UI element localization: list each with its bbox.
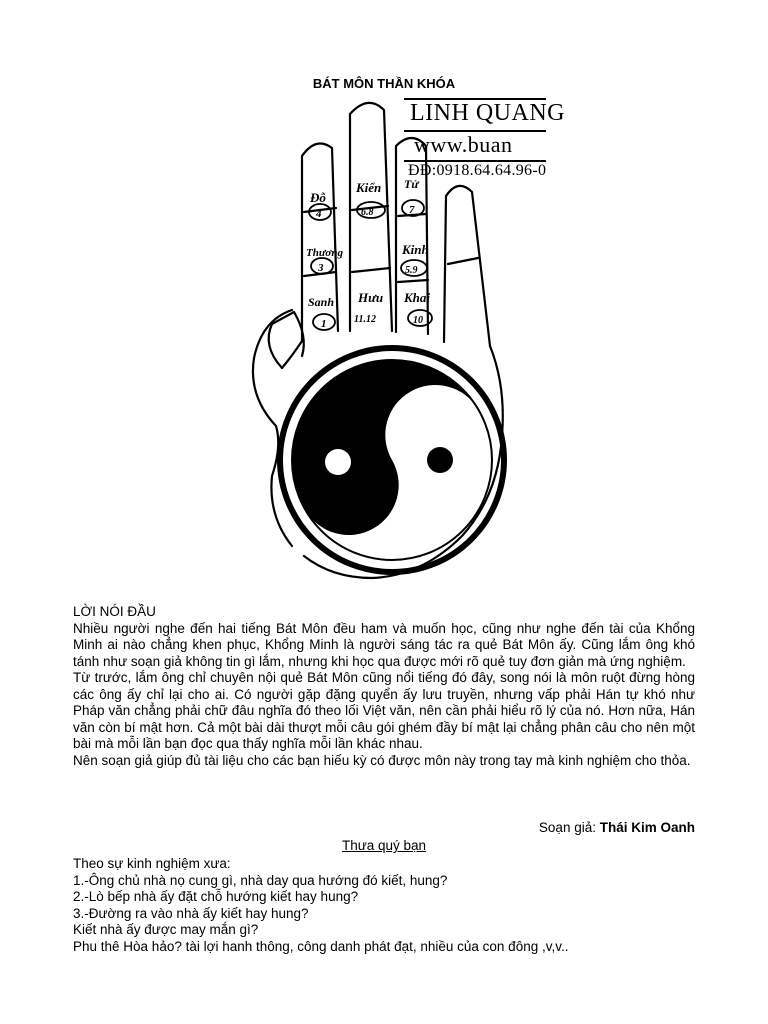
finger-index [302, 144, 338, 342]
stamp-line-3: ĐĐ:0918.64.64.96-0 [408, 162, 547, 179]
label-n1: 1 [321, 318, 327, 330]
question-line: Theo sự kinh nghiệm xưa: [73, 856, 231, 871]
intro-paragraph-3: Nên soạn giả giúp đủ tài liệu cho các bạn hiếu kỳ có được môn này trong tay mà kinh nghiệm cho thỏa. [73, 752, 691, 768]
finger-little [444, 186, 490, 346]
label-n3: 3 [318, 262, 324, 274]
question-line: 3.-Đường ra vào nhà ấy kiết hay hung? [73, 905, 309, 921]
questions-section [73, 856, 695, 955]
page-title: BÁT MÔN THẦN KHÓA [312, 76, 456, 91]
intro-paragraph-2: Từ trước, lắm ông chỉ chuyên nội quẻ Bát Môn cũng nổi tiếng đó đây, song nói là môn ruột đừng hòng các ông ấy chỉ lại cho ai. Có người gặp đặng quyển ấy lưu truyền, nhưng vấp phải Hán tự khó như Pháp văn chẳng phải chữ đâu nghĩa đó theo lối Việt văn, nên cần phải hiểu rõ lý của nó. Hơn nữa, Hán văn còn bí mật hơn. Cả một bài dài thượt mỗi câu gói ghém đầy bí mật lại chẳng phân câu cho nên một bài mà mỗi lần bạn đọc qua thấy nghĩa mỗi lần khác nhau. [73, 670, 695, 751]
intro-heading: LỜI NÓI ĐẦU [73, 604, 156, 619]
greeting: Thưa quý bạn [341, 838, 427, 853]
label-n4: 4 [316, 208, 322, 220]
stamp-line-1: LINH QUANG [410, 100, 565, 126]
label-huu: Hưu [358, 290, 384, 305]
question-line: Phu thê Hòa hảo? tài lợi hanh thông, công danh phát đạt, nhiều của con đông ,v,v.. [73, 938, 569, 954]
author-line [539, 820, 695, 835]
label-n1112: 11.12 [354, 314, 376, 325]
label-n59: 5.9 [405, 265, 418, 276]
publisher-stamp [404, 98, 565, 188]
label-kinh: Kinh [402, 242, 429, 257]
label-n7: 7 [409, 204, 415, 216]
label-tu: Tử [404, 177, 419, 191]
question-line: 2.-Lò bếp nhà ấy đặt chỗ hướng kiết hay hung? [73, 889, 359, 904]
label-do: Đỗ [310, 190, 326, 205]
author-label: Soạn giả: [538, 820, 596, 835]
label-khai: Khai [404, 290, 431, 305]
author-name: Thái Kim Oanh [599, 820, 695, 835]
yinyang-black-dot [427, 447, 453, 473]
label-n10: 10 [413, 315, 423, 326]
stamp-line-2: www.buan [414, 132, 513, 157]
yinyang-white-dot [325, 449, 351, 475]
label-n68: 6.8 [361, 207, 374, 218]
label-thuong: Thương [306, 247, 343, 259]
intro-paragraph-1: Nhiều người nghe đến hai tiếng Bát Môn đều ham và muốn học, cũng như nghe đến tài của Khổng Minh ai nào chẳng khen phục, Khổng Minh là người sáng tác ra quẻ Bát Môn ấy. Cũng lắm ông khó tánh như soạn giả không tin gì lắm, nhưng khi học qua được mới rõ quẻ tuy đơn giản mà ứng nghiệm. [73, 620, 695, 669]
label-kien: Kiển [356, 180, 382, 195]
question-line: Kiết nhà ấy được may mắn gì? [73, 922, 259, 937]
intro-section [73, 604, 695, 769]
label-sanh: Sanh [308, 295, 335, 309]
question-line: 1.-Ông chủ nhà nọ cung gì, nhà day qua hướng đó kiết, hung? [73, 872, 448, 888]
